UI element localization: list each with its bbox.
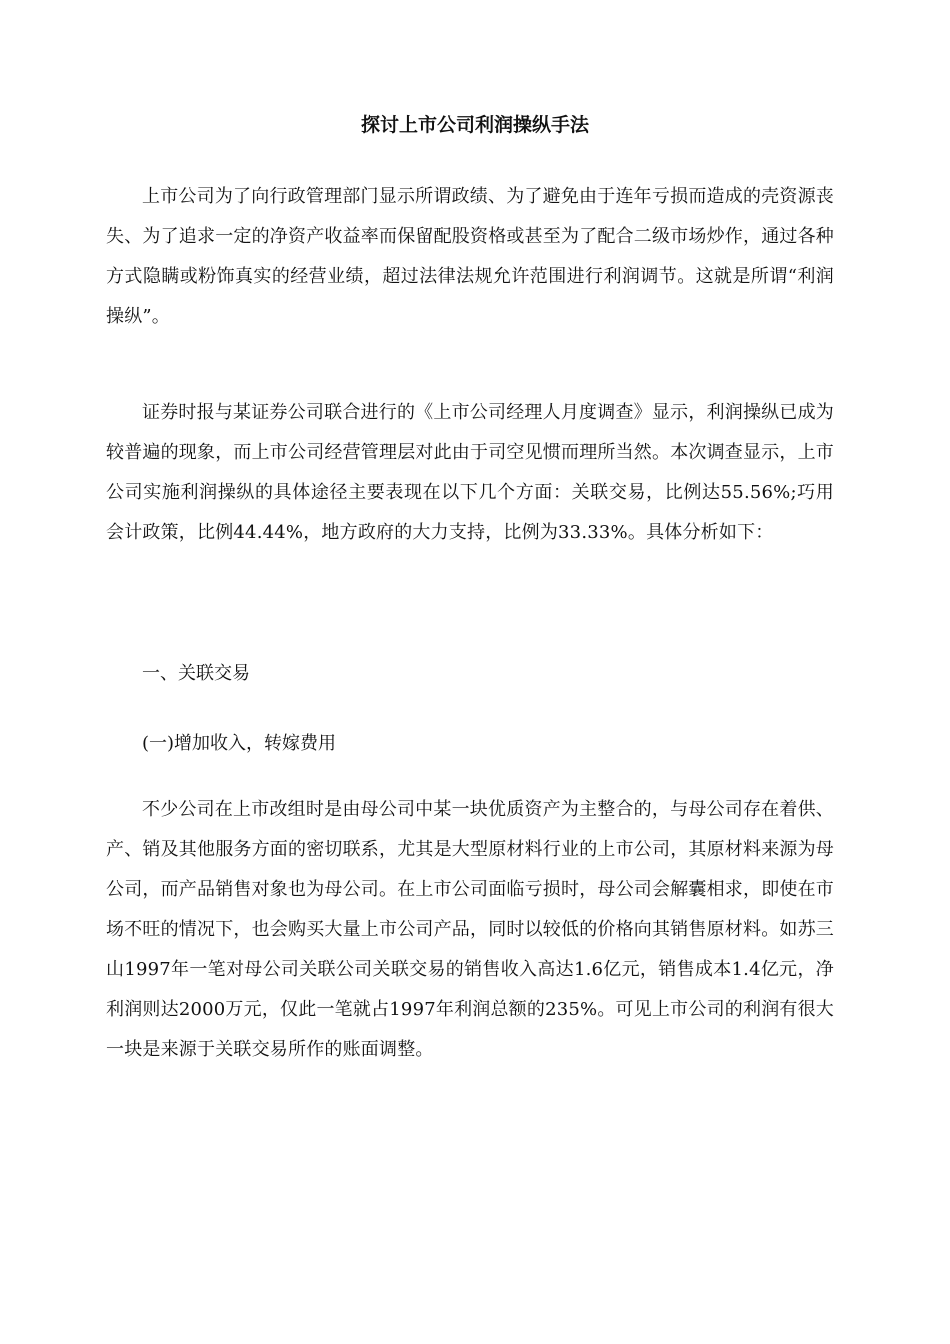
document-title: 探讨上市公司利润操纵手法	[360, 114, 589, 136]
survey-paragraph: 证券时报与某证券公司联合进行的《上市公司经理人月度调查》显示，利润操纵已成为较普遍的现象，而上市公司经营管理层对此由于司空见惯而理所当然。本次调查显示，上市公司实施利润操纵的具体途径主要表现在以下几个方面：关联交易，比例达55.56%;巧用会计政策，比例44.44%，地方政府的大力支持，比例为33.33%。具体分析如下：	[106, 402, 834, 543]
section-heading: 一、关联交易	[142, 663, 250, 684]
intro-paragraph: 上市公司为了向行政管理部门显示所谓政绩、为了避免由于连年亏损而造成的壳资源丧失、为了追求一定的净资产收益率而保留配股资格或甚至为了配合二级市场炒作，通过各种方式隐瞒或粉饰真实的经营业绩，超过法律法规允许范围进行利润调节。这就是所谓“利润操纵”。	[106, 186, 834, 327]
related-transactions-paragraph: 不少公司在上市改组时是由母公司中某一块优质资产为主整合的，与母公司存在着供、产、销及其他服务方面的密切联系，尤其是大型原材料行业的上市公司，其原材料来源为母公司，而产品销售对象也为母公司。在上市公司面临亏损时，母公司会解囊相求，即使在市场不旺的情况下，也会购买大量上市公司产品，同时以较低的价格向其销售原材料。如苏三山1997年一笔对母公司关联公司关联交易的销售收入高达1.6亿元，销售成本1.4亿元，净利润则达2000万元，仅此一笔就占1997年利润总额的235%。可见上市公司的利润有很大一块是来源于关联交易所作的账面调整。	[106, 799, 834, 1060]
subsection-heading: (一)增加收入，转嫁费用	[142, 733, 337, 754]
